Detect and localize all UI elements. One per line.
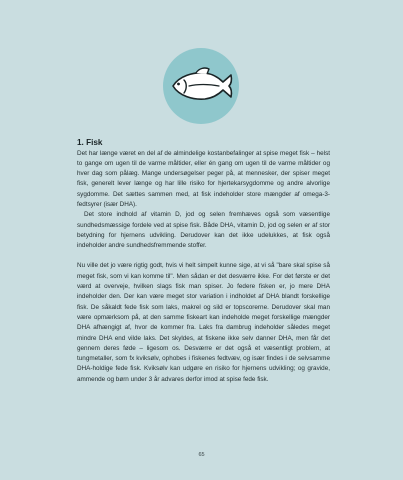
fish-icon [163, 48, 239, 124]
page-number: 65 [198, 452, 205, 458]
text-content [77, 137, 330, 385]
paragraph-1: Det har længe været en del af de almindelige kostanbefalinger at spise meget fisk – helst to gange om ugen til de varme måltider, eller én gang om ugen til de varme måltider og hver dag som pålæg. Mange undersøgelser peger på, at mennesker, der spiser meget fisk, generelt lever længe og har lille risiko for hjertekarsygdomme og andre alvorlige sygdomme. Det sættes sammen med, at fisk indeholder store mængder af omega-3-fedtsyrer (især DHA). [77, 149, 330, 208]
section-heading: 1. Fisk [77, 138, 103, 147]
paragraph-3: Nu ville det jo være rigtig godt, hvis vi helt simpelt kunne sige, at vi så "bare skal spise så meget fisk, som vi kan komme til". Men sådan er det desværre ikke. For det første er det værd at overveje, hvilken slags fisk man spiser. Jo federe fisken er, jo mere DHA indeholder den. Der kan være meget stor variation i indholdet af DHA blandt forskellige fisk. De såkaldt fede fisk som laks, makrel og sild er topscorerne. Derudover skal man være opmærksom på, at den samme fiskeart kan indeholde meget forskellige mængder DHA afhængigt af, hvor de kommer fra. Laks fra dambrug indeholder således meget mindre DHA end vilde laks. Det skyldes, at fiskene ikke selv danner DHA, men får det gennem deres føde – ligesom os. Desværre er det også et væsentligt problem, at tungmetaller, som fx kviksølv, ophobes i fiskenes fedtvæv, og især findes i de selvsamme DHA-holdige fede fisk. Kviksølv kan udgøre en risiko for hjernens udvikling; og gravide, ammende og børn under 3 år advares derfor imod at spise fede fisk. [77, 262, 330, 383]
paragraph-2: Det store indhold af vitamin D, jod og selen fremhæves også som væsentlige sundhedsmæssige fordele ved at spise fisk. Både DHA, vitamin D, jod og selen er af stor betydning for hjernens udvikling. Derudover kan det ikke udelukkes, at fisk også indeholder andre sundhedsfremmende stoffer. [77, 211, 330, 250]
fish-badge [163, 48, 239, 124]
